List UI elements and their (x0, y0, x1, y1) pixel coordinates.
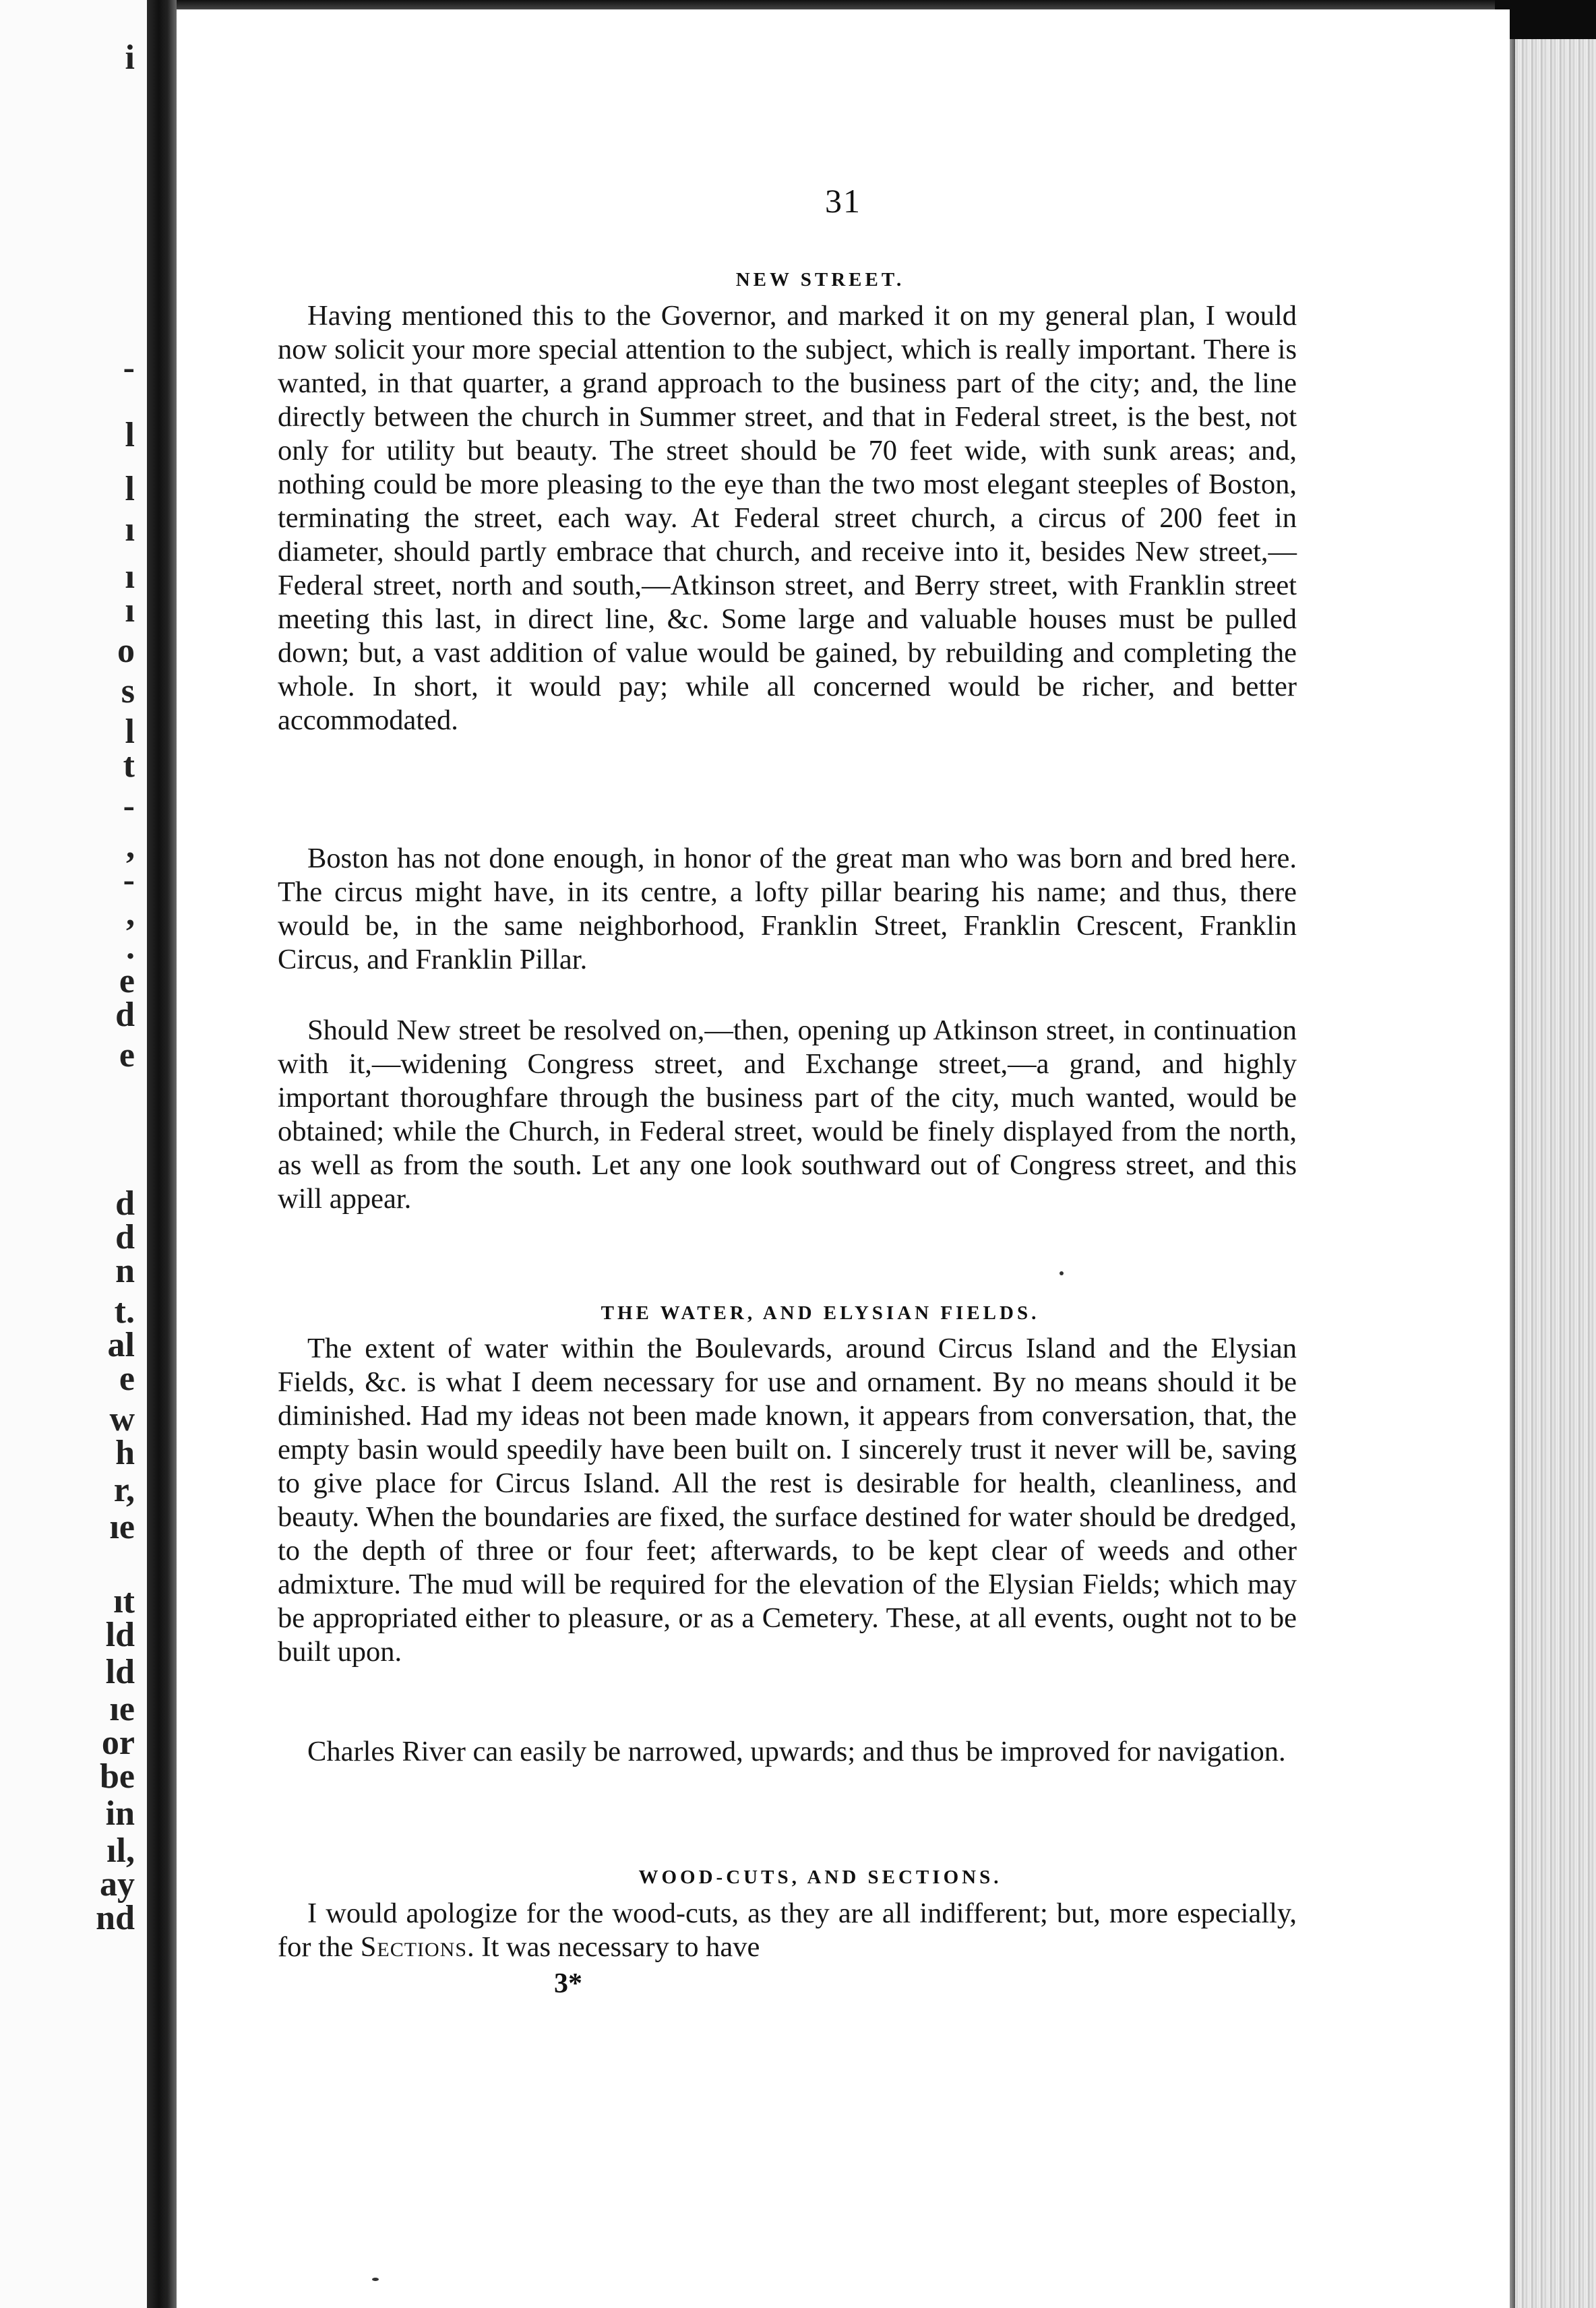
left-page-fragment: ı (125, 591, 135, 630)
left-page-fragment: ay (100, 1865, 135, 1904)
left-page-fragment: r, (113, 1471, 135, 1509)
left-page-fragment: or (101, 1724, 135, 1762)
left-page-fragment: t. (114, 1292, 135, 1331)
left-page-fragment: - (123, 348, 135, 387)
left-page-fragment: , (126, 827, 135, 866)
left-page-fragment: ld (105, 1653, 135, 1691)
left-page-fragment: e (119, 1360, 135, 1398)
paragraph-text-end: . It was necessary to have (467, 1931, 760, 1963)
left-page-fragment: d (115, 1184, 135, 1223)
left-page-fragment: e (119, 1036, 135, 1074)
left-facing-page (0, 0, 147, 2308)
left-page-fragment: i (125, 38, 135, 77)
left-page-fragment: l (125, 416, 135, 454)
section-heading-wood-cuts: WOOD-CUTS, AND SECTIONS. (638, 1866, 1002, 1888)
book-gutter (147, 0, 177, 2308)
signature-mark: 3* (554, 1968, 582, 1999)
left-page-fragment: l (125, 470, 135, 508)
ink-speck (372, 2278, 379, 2281)
left-page-fragment: ıe (109, 1508, 135, 1546)
left-page-fragment: t (123, 746, 135, 785)
left-page-fragment: - (123, 787, 135, 825)
left-page-fragment: e (119, 962, 135, 1000)
paragraph-wood-cuts-1 (278, 1897, 1297, 1964)
left-page-fragment: d (115, 996, 135, 1034)
page-edges (1510, 27, 1596, 2308)
left-page-fragment: d (115, 1218, 135, 1256)
left-page-fragment: ı (125, 510, 135, 549)
left-page-fragment: . (126, 928, 135, 967)
paragraph-new-street-2 (278, 842, 1297, 977)
left-page-fragment: ıe (109, 1690, 135, 1728)
left-page-fragment: w (109, 1400, 135, 1438)
left-page-fragment: ı (125, 557, 135, 596)
paragraph-new-street-1 (278, 299, 1297, 737)
left-page-fragment: n (115, 1252, 135, 1290)
left-page-fragment: , (126, 894, 135, 933)
paragraph-text: I would apologize for the wood-cuts, as they are all indifferent; but, more especially, for the (278, 1897, 1297, 1963)
left-page-fragment: s (121, 672, 135, 710)
left-page-fragment: ıt (113, 1582, 135, 1620)
left-page-fragment: ld (105, 1616, 135, 1654)
left-page-fragment: h (115, 1434, 135, 1472)
page-number: 31 (825, 182, 861, 220)
paragraph-new-street-3 (278, 1014, 1297, 1216)
paragraph-text: The extent of water within the Boulevards, around Circus Island and the Elysian Fields, &c. is what I deem necessary for use and ornament. By no means should it be diminished. Had my ideas not been made known, it appears from conversation, that, the empty basin would speedily have been built on. I sincerely trust it never will be, saving to give place for Circus Island. All the rest is desirable for health, cleanliness, and beauty. When the boundaries are fixed, the surface destined for water should be dredged, to the depth of three or four feet; afterwards, to be kept clear of weeds and other admixture. The mud will be required for the elevation of the Elysian Fields; which may be appropriated either to pleasure, or as a Cemetery. These, at all events, ought not to be built upon. (278, 1333, 1297, 1668)
section-heading-new-street: NEW STREET. (735, 269, 905, 291)
left-page-fragment: be (100, 1757, 135, 1796)
left-page-fragment: o (117, 632, 135, 670)
left-page-fragment: ıl, (106, 1831, 135, 1870)
paragraph-text: Boston has not done enough, in honor of the great man who was born and bred here. The circus might have, in its centre, a lofty pillar bearing his name; and thus, there would be, in the same neighborhood, Franklin Street, Franklin Crescent, Franklin Circus, and Franklin Pillar. (278, 843, 1297, 975)
scan-corner (1495, 0, 1596, 39)
paragraph-water-1 (278, 1332, 1297, 1669)
paragraph-text: Charles River can easily be narrowed, upwards; and thus be improved for navigation. (307, 1736, 1286, 1767)
small-caps-word: Sections (360, 1931, 468, 1963)
book-page (177, 9, 1510, 2308)
paragraph-water-2 (278, 1735, 1297, 1769)
left-page-fragment: in (105, 1794, 135, 1833)
paragraph-text: Having mentioned this to the Governor, and marked it on my general plan, I would now solicit your more special attention to the subject, which is really important. There is wanted, in that quarter, a grand approach to the business part of the city; and, the line directly between the church in Summer street, and that in Federal street, is the best, not only for utility but beauty. The street should be 70 feet wide, with sunk areas; and, nothing could be more pleasing to the eye than the two most elegant steeples of Boston, terminating the street, each way. At Federal street church, a circus of 200 feet in diameter, should partly embrace that church, and receive into it, besides New street,—Federal street, north and south,—Atkinson street, and Berry street, with Franklin street meeting this last, in direct line, &c. Some large and valuable houses must be pulled down; but, a vast addition of value would be gained, by rebuilding and completing the whole. In short, it would pay; while all concerned would be richer, and better accommodated. (278, 300, 1297, 736)
top-scan-edge (177, 0, 1596, 9)
left-page-fragment: al (107, 1326, 135, 1364)
left-page-fragment: l (125, 712, 135, 751)
paragraph-text: Should New street be resolved on,—then, opening up Atkinson street, in continuation with it,—widening Congress street, and Exchange street,—a grand, and highly important thoroughfare through the business part of the city, much wanted, would be obtained; while the Church, in Federal street, would be finely displayed from the north, as well as from the south. Let any one look southward out of Congress street, and this will appear. (278, 1014, 1297, 1215)
section-heading-water: THE WATER, AND ELYSIAN FIELDS. (601, 1302, 1040, 1324)
ink-speck (1060, 1271, 1064, 1275)
left-page-fragment: - (123, 861, 135, 899)
left-page-fragment: nd (96, 1899, 135, 1937)
